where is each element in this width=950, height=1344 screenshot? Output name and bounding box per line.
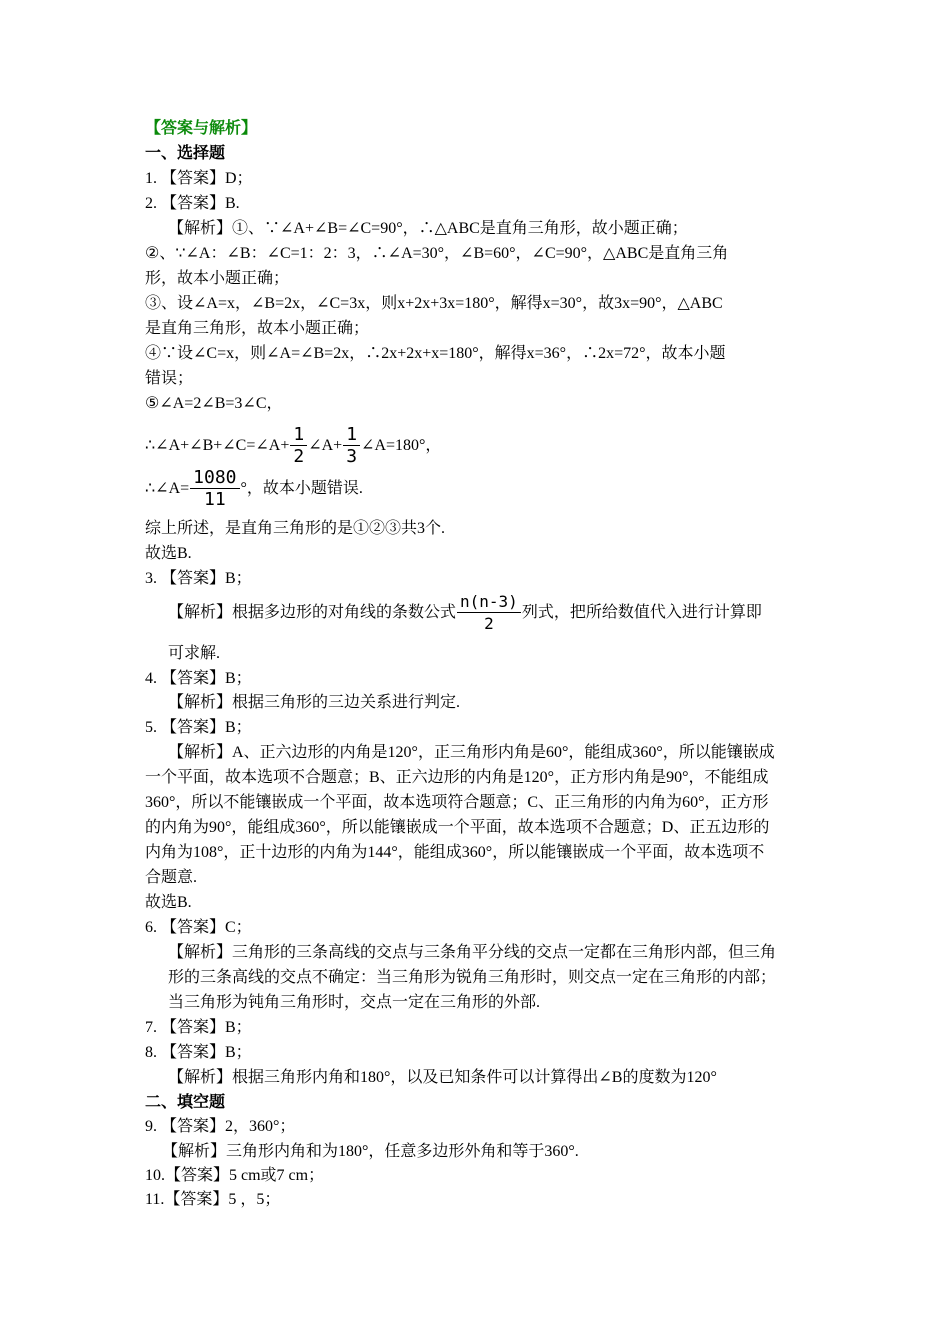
equation-text: ∴∠A= — [145, 480, 190, 498]
explanation-2-line: ⑤∠A=2∠B=3∠C， — [145, 395, 283, 412]
equation-text: °，故本小题错误. — [240, 480, 363, 498]
explanation-2-line: 【解析】①、∵∠A+∠B=∠C=90°，∴△ABC是直角三角形，故小题正确； — [168, 220, 688, 237]
explanation-3-line: 可求解. — [168, 645, 221, 662]
answer-8: 8. 【答案】B； — [145, 1044, 252, 1061]
answer-7: 7. 【答案】B； — [145, 1019, 252, 1036]
equation-text: ∴∠A+∠B+∠C=∠A+ — [145, 437, 290, 455]
answer-1: 1. 【答案】D； — [145, 170, 253, 187]
fraction — [290, 425, 307, 468]
fraction-denominator: 2 — [484, 614, 494, 633]
explanation-2-line: ②、∵∠A：∠B：∠C=1：2：3，∴∠A=30°，∠B=60°，∠C=90°，△ABC是直角三角 — [145, 245, 729, 262]
explanation-2-line: ③、设∠A=x，∠B=2x，∠C=3x，则x+2x+3x=180°，解得x=30°，故3x=90°，△ABC — [145, 295, 723, 312]
answer-9: 9. 【答案】2，360°； — [145, 1118, 296, 1135]
section-multiple-choice: 一、选择题 — [145, 145, 226, 162]
answer-3: 3. 【答案】B； — [145, 570, 252, 587]
explanation-4-line: 【解析】根据三角形的三边关系进行判定. — [168, 694, 461, 711]
fraction-numerator: 1 — [343, 425, 360, 446]
explanation-2-line: 错误； — [145, 370, 194, 387]
answers-heading: 【答案与解析】 — [145, 120, 258, 137]
explanation-2-line: 是直角三角形，故本小题正确； — [145, 320, 370, 337]
equation-text: ∠A+ — [308, 437, 343, 455]
explanation-5-line: 【解析】A、正六边形的内角是120°，正三角形内角是60°，能组成360°，所以能镶嵌成 — [168, 744, 775, 761]
explanation-2-line: 形，故本小题正确； — [145, 270, 290, 287]
fraction-denominator: 2 — [293, 446, 305, 467]
explanation-6-line: 【解析】三角形的三条高线的交点与三条角平分线的交点一定都在三角形内部，但三角 — [168, 944, 777, 961]
equation-text: ∠A=180°， — [361, 437, 442, 455]
equation-text: 【解析】根据多边形的对角线的条数公式 — [168, 604, 457, 622]
explanation-2-line: ④∵设∠C=x，则∠A=∠B=2x，∴2x+2x+x=180°，解得x=36°，∴2x=72°，故本小题 — [145, 345, 726, 362]
explanation-2-line: 故选B. — [145, 545, 192, 562]
explanation-2-line: 综上所述，是直角三角形的是①②③共3个. — [145, 520, 446, 537]
answer-11: 11.【答案】5 ，5； — [145, 1191, 281, 1208]
explanation-5-line: 合题意. — [145, 869, 198, 886]
answer-4: 4. 【答案】B； — [145, 670, 252, 687]
explanation-6-line: 当三角形为钝角三角形时，交点一定在三角形的外部. — [168, 994, 541, 1011]
explanation-3-formula — [168, 592, 762, 632]
fraction-numerator: n(n-3) — [457, 592, 521, 613]
fraction — [343, 425, 360, 468]
explanation-2-equation — [145, 425, 441, 465]
explanation-9-line: 【解析】三角形内角和为180°，任意多边形外角和等于360°. — [162, 1143, 579, 1160]
fraction — [190, 468, 239, 511]
explanation-6-line: 形的三条高线的交点不确定：当三角形为锐角三角形时，则交点一定在三角形的内部； — [168, 969, 777, 986]
explanation-5-line: 360°，所以不能镶嵌成一个平面，故本选项符合题意；C、正三角形的内角为60°，正方形 — [145, 794, 769, 811]
explanation-5-line: 故选B. — [145, 894, 192, 911]
explanation-5-line: 内角为108°，正十边形的内角为144°，能组成360°，所以能镶嵌成一个平面，故本选项不 — [145, 844, 765, 861]
fraction-denominator: 11 — [204, 489, 226, 510]
answer-6: 6. 【答案】C； — [145, 919, 252, 936]
explanation-5-line: 一个平面，故本选项不合题意；B、正六边形的内角是120°，正方形内角是90°，不能组成 — [145, 769, 769, 786]
answer-10: 10.【答案】5 cm或7 cm； — [145, 1167, 325, 1184]
explanation-5-line: 的内角为90°，能组成360°，所以能镶嵌成一个平面，故本选项不合题意；D、正五边形的 — [145, 819, 770, 836]
answer-5: 5. 【答案】B； — [145, 719, 252, 736]
fraction-numerator: 1 — [290, 425, 307, 446]
answer-2: 2. 【答案】B. — [145, 195, 240, 212]
explanation-2-equation — [145, 468, 363, 508]
equation-text: 列式，把所给数值代入进行计算即 — [521, 604, 762, 622]
fraction — [457, 592, 521, 635]
fraction-numerator: 1080 — [190, 468, 239, 489]
fraction-denominator: 3 — [346, 446, 358, 467]
section-fill-in-blank: 二、填空题 — [145, 1094, 226, 1111]
explanation-8-line: 【解析】根据三角形内角和180°，以及已知条件可以计算得出∠B的度数为120° — [168, 1069, 717, 1086]
